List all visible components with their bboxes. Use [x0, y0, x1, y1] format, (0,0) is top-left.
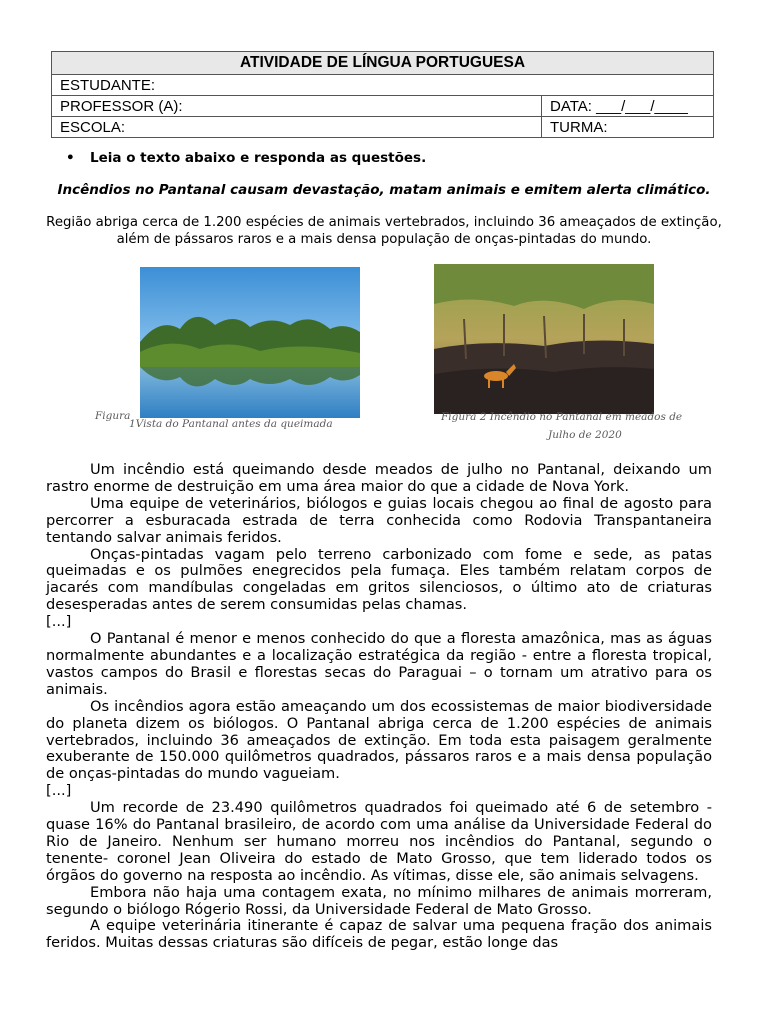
figure-2-caption: Figura 2 Incêndio no Pantanal em meados de [441, 411, 683, 423]
worksheet-title: ATIVIDADE DE LÍNGUA PORTUGUESA [52, 52, 714, 75]
article-paragraph: A equipe veterinária itinerante é capaz de salvar uma pequena fração dos animais feridos. Muitas dessas criaturas são difíceis de pegar, estão longe das [46, 917, 712, 952]
instruction [66, 150, 426, 166]
article-paragraph: Uma equipe de veterinários, biólogos e guias locais chegou ao final de agosto para percorrer a esburacada estrada de terra conhecida como Rodovia Transpantaneira tentando salvar animais feridos. [46, 494, 712, 546]
figure-2-caption-line2: Julho de 2020 [548, 429, 622, 441]
article-paragraph: O Pantanal é menor e menos conhecido do que a floresta amazônica, mas as águas normalmente abundantes e a localização estratégica da região - entre a floresta tropical, vastos campos do Brasil e florestas secas do Paraguai – o tornam um atrativo para os animais. [46, 630, 712, 698]
article-paragraph: Embora não haja uma contagem exata, no mínimo milhares de animais morreram, segundo o biólogo Rógerio Rossi, da Universidade Federal de Mato Grosso. [46, 883, 712, 918]
instruction-text: Leia o texto abaixo e responda as questões. [90, 150, 427, 166]
figure-1-caption: 1Vista do Pantanal antes da queimada [129, 418, 333, 430]
article-paragraph: Onças-pintadas vagam pelo terreno carbonizado com fome e sede, as patas queimadas e os pulmões enegrecidos pela fumaça. Eles também relatam corpos de jacarés com mandíbulas congeladas em gritos silenciosos, o último ato de criaturas desesperadas antes de serem consumidas pelas chamas. [46, 545, 712, 614]
figure-2-photo [434, 264, 654, 414]
article-paragraph: Um recorde de 23.490 quilômetros quadrados foi queimado até 6 de setembro - quase 16% do Pantanal brasileiro, de acordo com uma análise da Universidade Federal do Rio de Janeiro. Nenhum ser humano morreu nos incêndios do Pantanal, segundo o tenente- coronel Jean Oliveira do estado de Mato Grosso, que tem liderado todos os órgãos do governo na resposta ao incêndio. As vítimas, disse ele, são animais selvagens. [46, 799, 712, 884]
school-field: ESCOLA: [52, 117, 542, 138]
date-field: DATA: ___/___/____ [542, 96, 714, 117]
article-headline: Incêndios no Pantanal causam devastação, matam animais e emitem alerta climático. [57, 182, 711, 198]
figure-1-photo [140, 267, 360, 418]
class-field: TURMA: [542, 117, 714, 138]
header-table [51, 51, 714, 138]
article-body [46, 462, 712, 952]
bullet-icon: • [66, 150, 75, 166]
article-subhead: Região abriga cerca de 1.200 espécies de animais vertebrados, incluindo 36 ameaçados de extinção, além de pássaros raros e a mais densa população de onças-pintadas do mundo. [46, 215, 722, 247]
article-paragraph: Um incêndio está queimando desde meados de julho no Pantanal, deixando um rastro enorme de destruição em uma área maior do que a cidade de Nova York. [46, 461, 712, 495]
article-ellipsis: [...] [46, 613, 72, 631]
teacher-field: PROFESSOR (A): [52, 96, 542, 117]
student-field: ESTUDANTE: [52, 75, 714, 96]
article-paragraph: Os incêndios agora estão ameaçando um dos ecossistemas de maior biodiversidade do planeta dizem os biólogos. O Pantanal abriga cerca de 1.200 espécies de animais vertebrados, incluindo 36 ameaçados de extinção. Em toda esta paisagem geralmente exuberante de 150.000 quilômetros quadrados, pássaros raros e a mais densa população de onças-pintadas do mundo vagueiam. [46, 697, 712, 783]
figure-1-caption-prefix: Figura [95, 410, 131, 422]
article-ellipsis: [...] [46, 782, 72, 800]
